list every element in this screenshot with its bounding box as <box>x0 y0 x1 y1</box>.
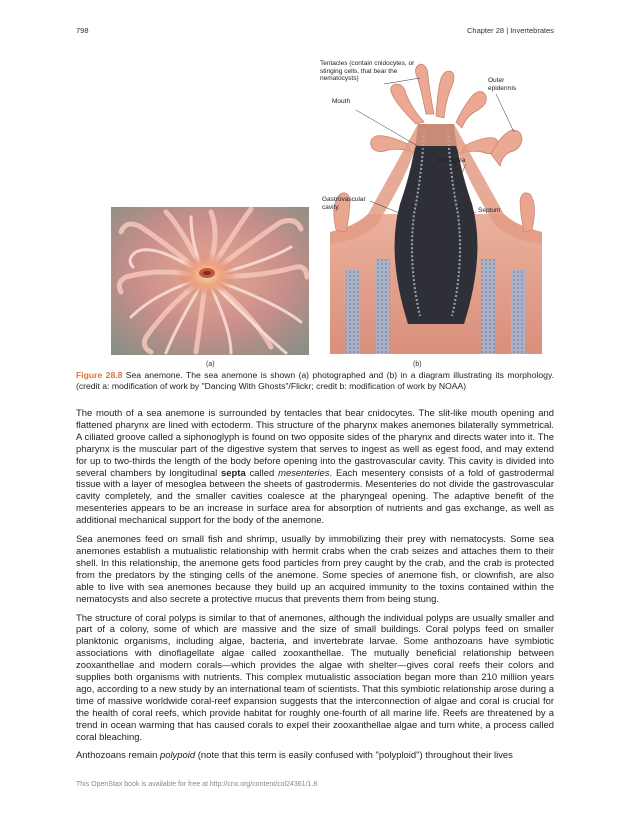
figure-part-a-label: (a) <box>206 361 215 368</box>
figure-label: Figure 28.8 <box>76 370 123 380</box>
outer-epidermis-label: Outer epidermis <box>488 77 517 92</box>
chapter-header: Chapter 28 | Invertebrates <box>467 26 554 35</box>
figure-caption-text: Sea anemone. The sea anemone is shown (a) photographed and (b) in a diagram illustrating its morphology. (credit a: modification of work by "Dancing With Ghosts"/Flickr; credit b: modification of work by NOAA) <box>76 370 554 392</box>
mouth-label: Mouth <box>332 98 351 105</box>
sea-anemone-photo <box>111 207 309 355</box>
footer-note: This OpenStax book is available for free at http://cnx.org/content/col24361/1.8 <box>76 781 318 788</box>
septum-label: Septum <box>478 207 501 214</box>
mesoglea-label: Mesoglea <box>437 157 466 164</box>
paragraph-text: . Each mesentery consists of a fold of gastrodermal tissue with a layer of mesoglea between the sheets of gastrodermis. Mesenteries do not divide the gastrovascular cavity completely, and the smaller cavities coalesce at the pharyngeal opening. The adaptive benefit of the mesenteries appears to be an increase in surface area for absorption of nutrients and gas exchange, as well as additional mechanical support for the body of the anemone. <box>76 467 554 527</box>
gastrovascular-cavity-label: Gastrovascular cavity <box>322 196 366 211</box>
paragraph-text: The mouth of a sea anemone is surrounded by tentacles that bear cnidocytes. The slit-like mouth opening and flattened pharynx are lined with ectoderm. This structure of the pharynx makes anemones bilaterally symmetrical. A ciliated groove called a siphonoglyph is found on two opposite sides of the pharynx and directs water into it. The pharynx is the muscular part of the digestive system that serves to ingest as well as egest food, and may extend for up to two-thirds the length of the body before opening into the gastrovascular cavity. This cavity is divided into several chambers by longitudinal <box>76 408 554 479</box>
paragraph-anemone-structure <box>76 408 554 527</box>
body-text <box>76 408 554 769</box>
term-polypoid: polypoid <box>159 750 196 762</box>
paragraph-anthozoans <box>76 750 554 762</box>
paragraph-coral-polyps: The structure of coral polyps is similar to that of anemones, although the individual polyps are usually smaller and part of a colony, some of which are massive and the size of small buildings. Coral polyps feed on smaller planktonic organisms, including algae, bacteria, and invertebrate larvae. Some anthozoans have symbiotic associations with dinoflagellate algae called zooxanthellae. The mutually beneficial relationship between zooxanthellae and modern corals—which provides the algae with shelter—gives coral reefs their colors and supplies both organisms with nutrients. This complex mutualistic association began more than 210 million years ago, according to a new study by an international team of scientists. That this symbiotic relationship arose during a time of massive worldwide coral-reef expansion suggests that the interconnection of algae and coral is crucial for the health of coral reefs, which provide habitat for roughly one-fourth of all marine life. Reefs are threatened by a trend in ocean warming that has caused corals to expel their zooxanthellae algae and turn white, a process called coral bleaching. <box>76 612 554 743</box>
tentacles-label: Tentacles (contain cnidocytes, or stinging cells, that bear the nematocysts) <box>320 60 415 82</box>
figure-part-b-label: (b) <box>413 361 422 368</box>
term-septa: septa <box>221 467 246 479</box>
paragraph-anemone-feeding: Sea anemones feed on small fish and shrimp, usually by immobilizing their prey with nematocysts. Some sea anemones establish a mutualistic relationship with hermit crabs when the crab seizes and attaches them to their shell. In this relationship, the anemone gets food particles from prey caught by the crab, and the crab is protected from the predators by the stinging cells of the anemone. Some species of anemone fish, or clownfish, are also able to live with sea anemones because they build up an acquired immunity to the toxins contained within the nematocysts and also secrete a protective mucus that prevents them from being stung. <box>76 534 554 605</box>
paragraph-text: Anthozoans remain <box>76 750 160 762</box>
page-number: 798 <box>76 26 89 35</box>
term-mesenteries: mesenteries <box>278 467 330 479</box>
paragraph-text: called <box>245 467 279 479</box>
figure-caption <box>76 370 554 392</box>
paragraph-text: (note that this term is easily confused with "polyploid") throughout their lives <box>195 750 513 762</box>
